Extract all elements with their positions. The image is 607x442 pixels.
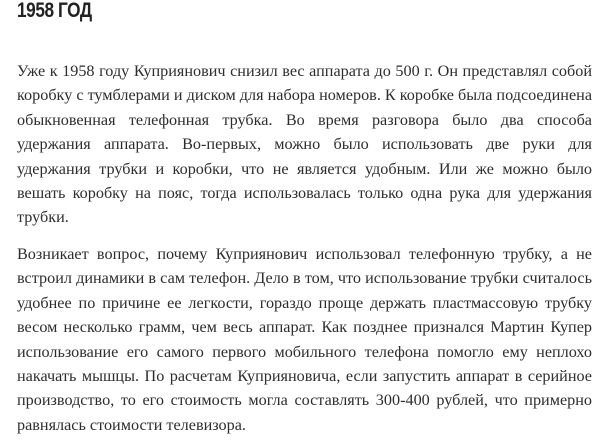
section-heading: 1958 ГОД [17, 0, 92, 22]
article-paragraph-2: Возникает вопрос, почему Куприянович использовал телефонную трубку, а не встроил динамики в сам телефон. Дело в том, что использование трубки считалось удобнее по причине ее легкости, гораздо проще держать пластмассовую трубку весом несколько грамм, чем весь аппарат. Как позднее признался Мартин Купер использование его самого первого мобильного телефона помогло ему неплохо накачать мышцы. По расчетам Куприяновича, если запустить аппарат в серийное производство, то его стоимость могла составлять 300-400 рублей, что примерно равнялась стоимости телевизора. [17, 245, 592, 434]
article-paragraph-1: Уже к 1958 году Куприянович снизил вес аппарата до 500 г. Он представлял собой коробку с тумблерами и диском для набора номеров. К коробке была подсоединена обыкновенная телефонная трубка. Во время разговора было два способа удержания аппарата. Во-первых, можно было использовать две руки для удержания трубки и коробки, что не является удобным. Или же можно было вешать коробку на пояс, тогда использовалась только одна рука для удержания трубки. [17, 62, 592, 227]
article [17, 0, 592, 434]
